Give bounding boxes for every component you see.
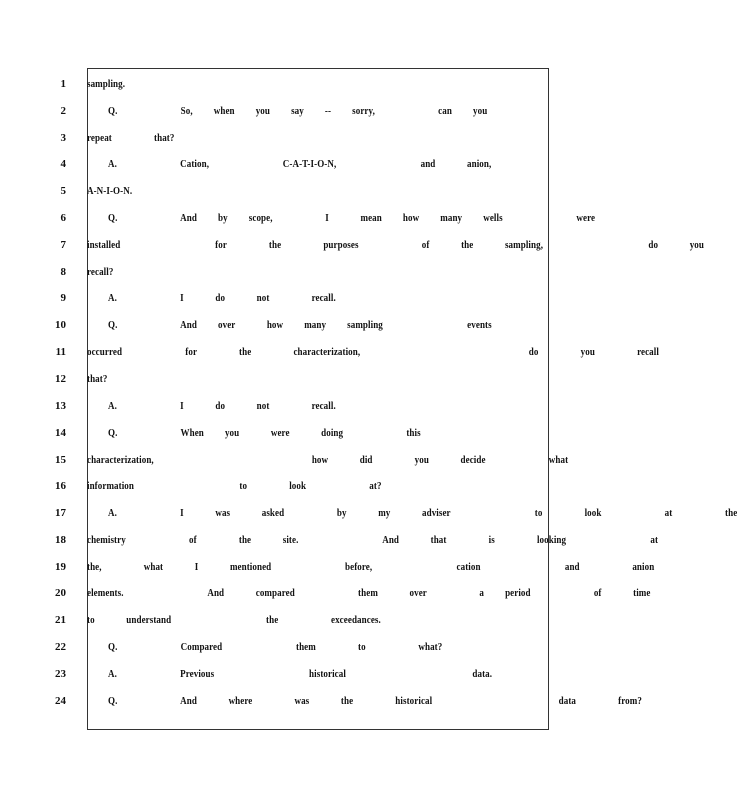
- line-number: 13: [55, 400, 66, 412]
- line-number: 21: [55, 614, 66, 626]
- line-text: Q. And by scope, I mean how many wells were: [108, 212, 596, 224]
- line-text: Q. So, when you say -- sorry, can you: [108, 105, 488, 117]
- line-text: sampling.: [87, 78, 126, 90]
- line-text: chemistry of the site. And that is looking at: [87, 534, 659, 546]
- line-text: A. I do not recall.: [108, 292, 336, 304]
- line-number: 2: [60, 105, 66, 117]
- transcript-line: [0, 208, 618, 228]
- transcript-line: [0, 235, 704, 255]
- transcript-line: [0, 476, 618, 496]
- line-text: Q. And over how many sampling events: [108, 319, 492, 331]
- line-number: 15: [55, 454, 66, 466]
- line-number: 3: [60, 132, 66, 144]
- transcript-line: [0, 637, 618, 657]
- transcript-line: [0, 503, 737, 523]
- line-text: Q. And where was the historical data from?: [108, 695, 642, 707]
- transcript-line: [0, 664, 618, 684]
- line-text: repeat that?: [87, 132, 175, 144]
- transcript-line: [0, 369, 618, 389]
- line-text: A-N-I-O-N.: [87, 185, 133, 197]
- line-number: 9: [60, 292, 66, 304]
- line-text: A. Cation, C-A-T-I-O-N, and anion,: [108, 158, 492, 170]
- line-text: to understand the exceedances.: [87, 614, 381, 626]
- line-text: Q. When you were doing this: [108, 427, 421, 439]
- line-number: 12: [55, 373, 66, 385]
- line-number: 11: [55, 346, 66, 358]
- line-number: 24: [55, 695, 66, 707]
- transcript-line: [0, 691, 642, 711]
- transcript-line: [0, 154, 618, 174]
- transcript-line: [0, 530, 659, 550]
- line-text: installed for the purposes of the sampling, do you: [87, 239, 704, 251]
- line-number: 18: [55, 534, 66, 546]
- line-number: 20: [55, 587, 66, 599]
- line-number: 1: [60, 78, 66, 90]
- transcript-line: [0, 262, 618, 282]
- transcript-line: [0, 288, 618, 308]
- line-number: 7: [60, 239, 66, 251]
- line-number: 6: [60, 212, 66, 224]
- transcript-line: [0, 610, 618, 630]
- transcript-line: [0, 315, 618, 335]
- line-text: that?: [87, 373, 108, 385]
- transcript-line: [0, 101, 618, 121]
- line-number: 22: [55, 641, 66, 653]
- transcript-line: [0, 396, 618, 416]
- transcript-line: [0, 450, 618, 470]
- transcript-line: [0, 423, 618, 443]
- transcript-line: [0, 557, 655, 577]
- line-number: 16: [55, 480, 66, 492]
- line-text: characterization, how did you decide what: [87, 454, 569, 466]
- line-number: 19: [55, 561, 66, 573]
- line-text: recall?: [87, 266, 114, 278]
- transcript-line: [0, 583, 651, 603]
- line-text: A. I do not recall.: [108, 400, 336, 412]
- line-number: 4: [60, 158, 66, 170]
- line-text: A. I was asked by my adviser to look at the: [108, 507, 737, 519]
- line-number: 10: [55, 319, 66, 331]
- transcript-line: [0, 181, 618, 201]
- line-number: 23: [55, 668, 66, 680]
- line-number: 14: [55, 427, 66, 439]
- transcript-line: [0, 128, 618, 148]
- transcript-line: [0, 74, 618, 94]
- line-text: occurred for the characterization, do you recall: [87, 346, 659, 358]
- line-text: A. Previous historical data.: [108, 668, 493, 680]
- line-text: elements. And compared them over a period of time: [87, 587, 651, 599]
- transcript-line: [0, 342, 659, 362]
- line-number: 5: [60, 185, 66, 197]
- line-text: information to look at?: [87, 480, 382, 492]
- line-text: the, what I mentioned before, cation and anion: [87, 561, 655, 573]
- line-number: 8: [60, 266, 66, 278]
- line-text: Q. Compared them to what?: [108, 641, 443, 653]
- line-number: 17: [55, 507, 66, 519]
